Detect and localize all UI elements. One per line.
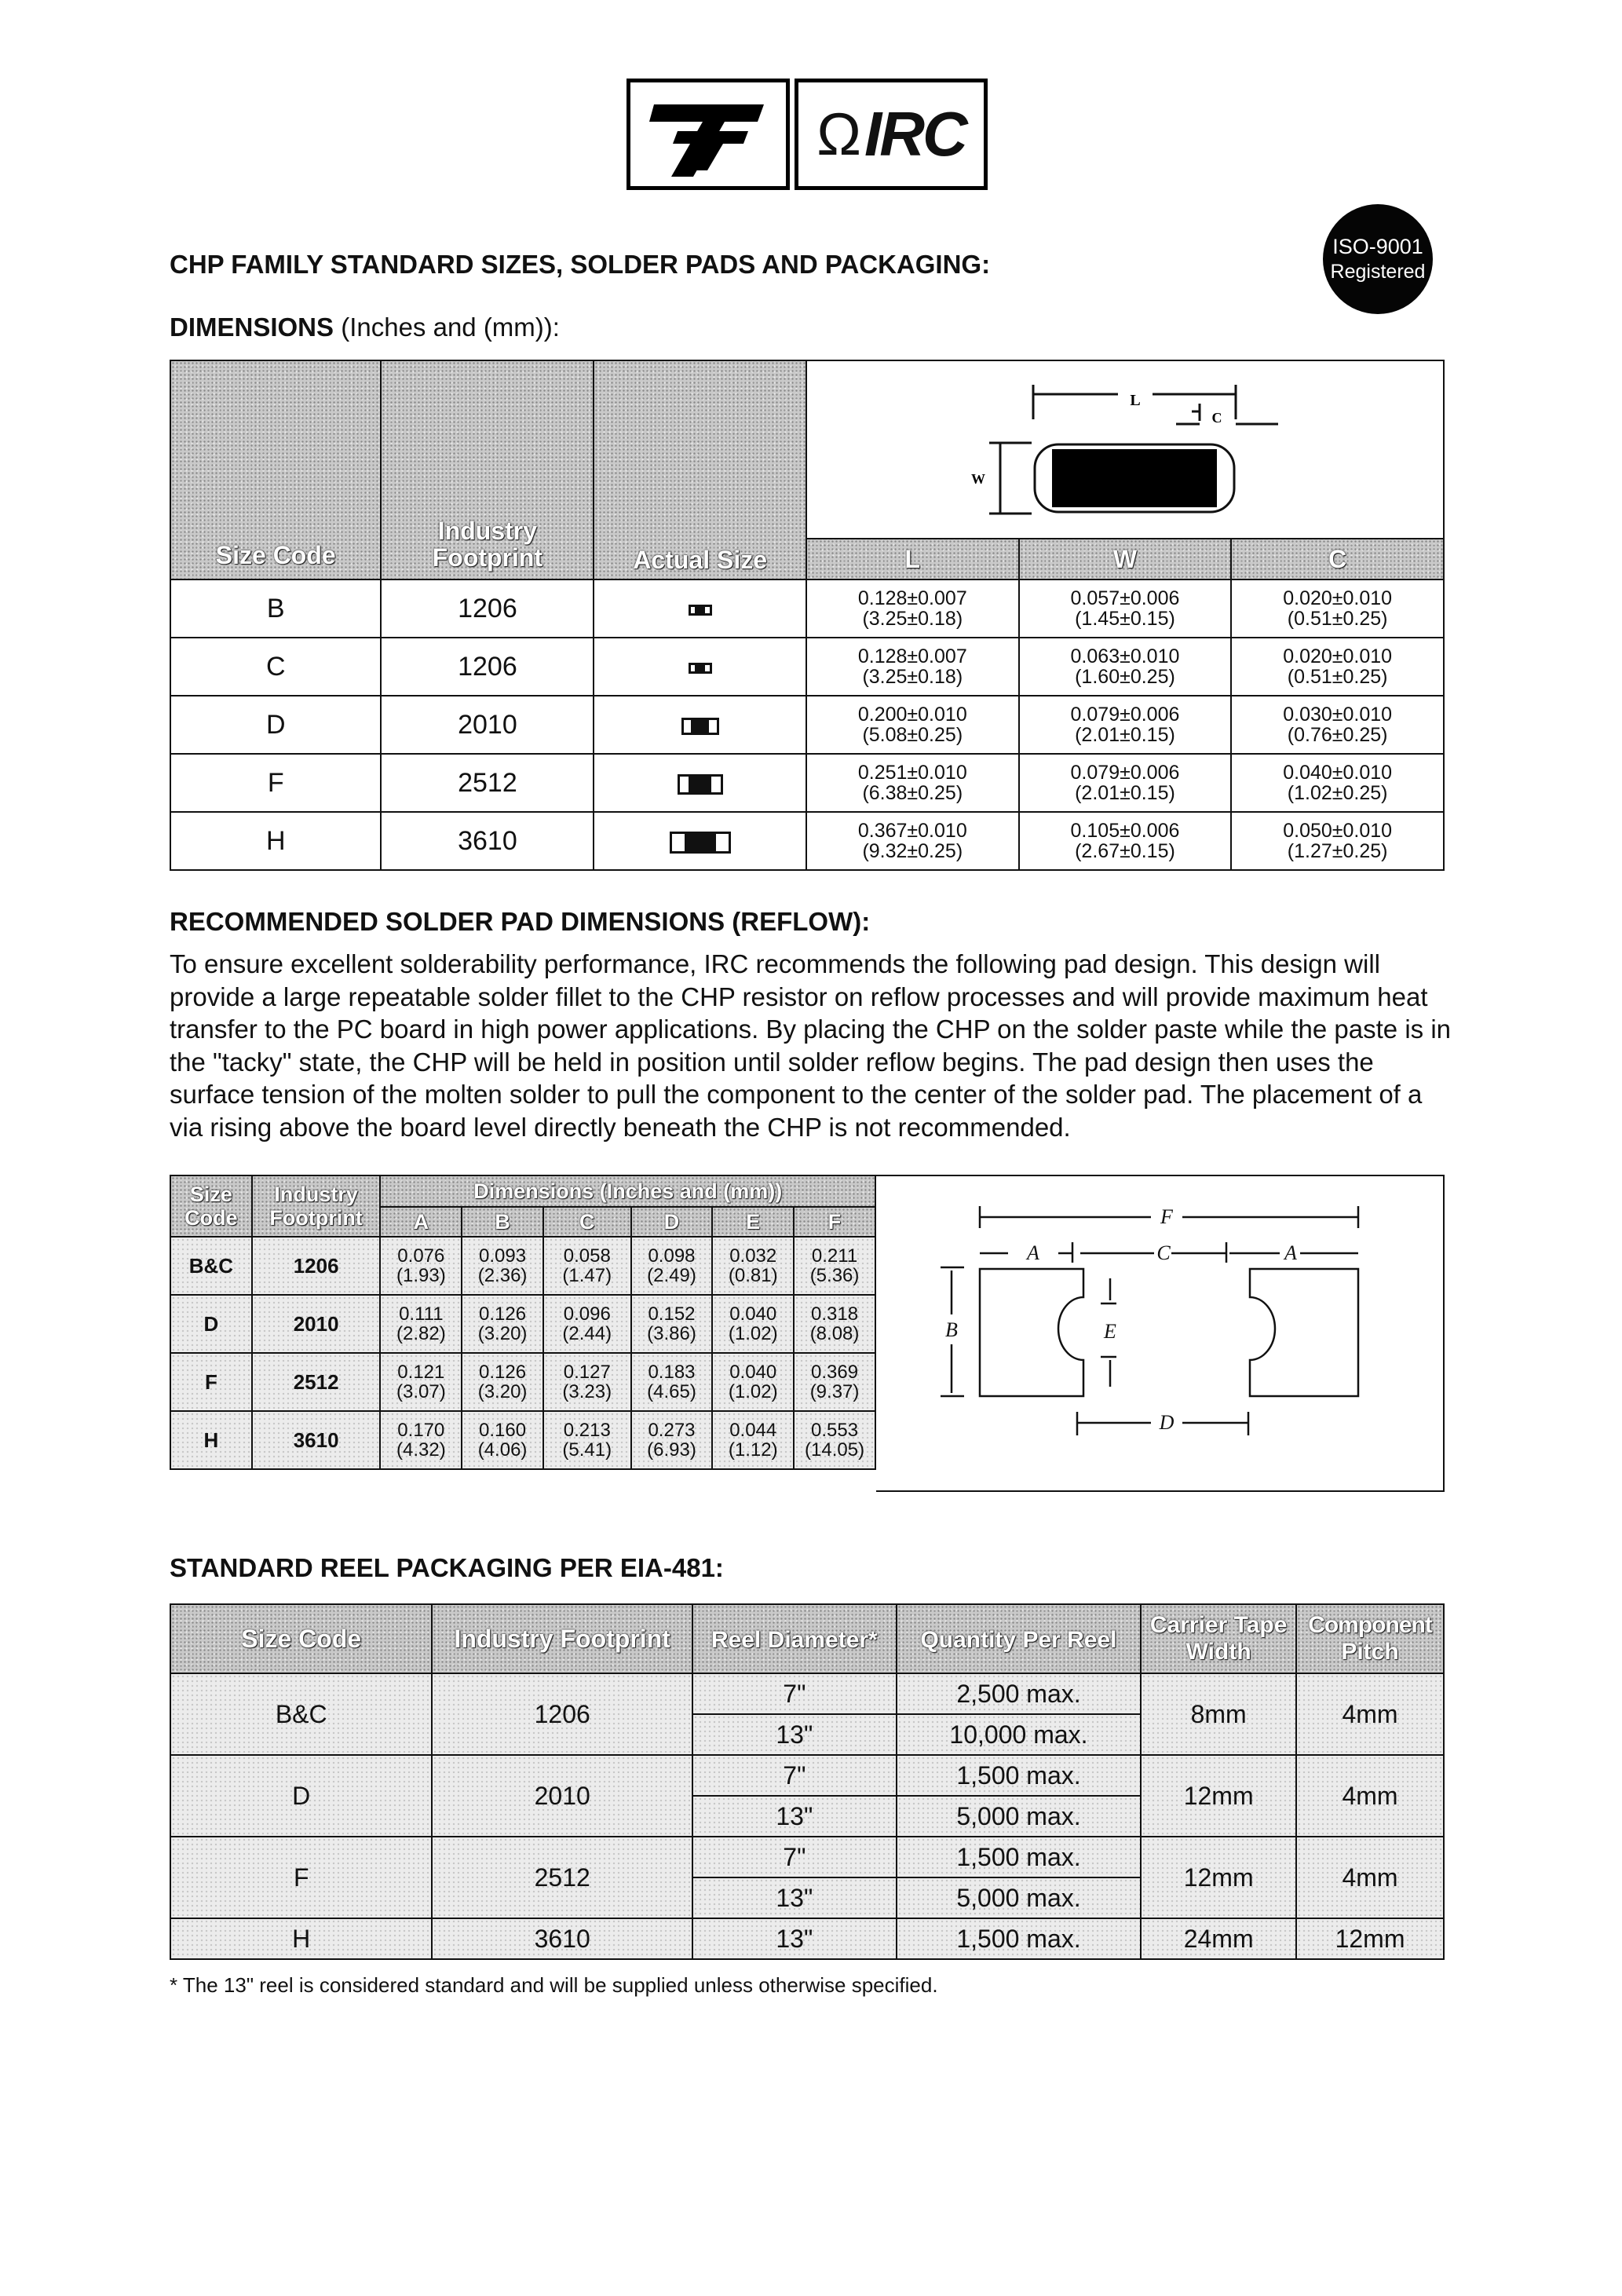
- irc-logo-mark: [795, 79, 988, 190]
- dimension-row: [170, 579, 1444, 638]
- reel-row: [170, 1837, 1444, 1877]
- pad-header-col-b: B: [462, 1207, 543, 1237]
- resistor-chip-icon: [681, 718, 719, 735]
- pad-value-cell: 0.213 (5.41): [543, 1411, 631, 1469]
- reel-footprint-cell: 2010: [432, 1755, 692, 1837]
- l-value-cell: 0.251±0.010 (6.38±0.25): [806, 754, 1019, 812]
- reel-diameter-cell: 13": [692, 1714, 897, 1755]
- pad-diagram-label-f: F: [1160, 1205, 1173, 1228]
- l-value-cell: 0.200±0.010 (5.08±0.25): [806, 696, 1019, 754]
- omega-glyph: Ω: [816, 101, 862, 168]
- actual-size-cell: [594, 696, 806, 754]
- reel-quantity-cell: 1,500 max.: [897, 1918, 1142, 1959]
- size-code-cell: B: [170, 579, 381, 638]
- solder-pad-paragraph: To ensure excellent solderability performance, IRC recommends the following pad design. This design will provide a large repeatable solder fillet to the CHP resistor on reflow processes and will provide maximum heat transfer to the PC board in high power applications. By placing the CHP on the solder paste while the paste is in the "tacky" state, the CHP will be held in position until solder reflow begins. The pad design then uses the surface tension of the molten solder to pull the component to the center of the solder pad. The placement of a via rising above the board level directly beneath the CHP is not recommended.: [170, 949, 1452, 1142]
- resistor-chip-icon: [689, 663, 712, 674]
- dimension-row: [170, 638, 1444, 696]
- actual-size-cell: [594, 812, 806, 870]
- reel-header-footprint: Industry Footprint: [432, 1604, 692, 1673]
- solder-pad-diagram: [876, 1176, 1443, 1490]
- pad-diagram-label-e: E: [1104, 1320, 1116, 1343]
- dimension-row: [170, 696, 1444, 754]
- header-actual-size: Actual Size: [594, 360, 806, 579]
- reel-header-quantity: Quantity Per Reel: [897, 1604, 1142, 1673]
- reel-tape-width-cell: 12mm: [1141, 1755, 1296, 1837]
- header-l: L: [806, 539, 1019, 579]
- size-code-cell: D: [170, 696, 381, 754]
- actual-size-cell: [594, 638, 806, 696]
- reel-pitch-cell: 4mm: [1296, 1837, 1444, 1918]
- reel-heading: STANDARD REEL PACKAGING PER EIA-481:: [170, 1553, 724, 1582]
- resistor-chip-icon: [678, 774, 723, 795]
- page-title: CHP FAMILY STANDARD SIZES, SOLDER PADS AND PACKAGING:: [170, 250, 991, 279]
- reel-footprint-cell: 1206: [432, 1673, 692, 1755]
- pad-value-cell: 0.093 (2.36): [462, 1237, 543, 1295]
- reel-row: [170, 1755, 1444, 1796]
- pad-header-size-code: Size Code: [170, 1175, 252, 1237]
- reel-diameter-cell: 7": [692, 1837, 897, 1877]
- pad-value-cell: 0.098 (2.49): [631, 1237, 713, 1295]
- pad-header-dimensions: Dimensions (Inches and (mm)): [380, 1175, 875, 1207]
- reel-tape-width-cell: 24mm: [1141, 1918, 1296, 1959]
- pad-value-cell: 0.183 (4.65): [631, 1353, 713, 1411]
- pad-value-cell: 0.121 (3.07): [380, 1353, 462, 1411]
- pad-value-cell: 0.076 (1.93): [380, 1237, 462, 1295]
- pad-diagram-label-a1: A: [1027, 1241, 1039, 1264]
- pad-value-cell: 0.044 (1.12): [712, 1411, 794, 1469]
- pad-footprint-cell: 3610: [252, 1411, 381, 1469]
- c-value-cell: 0.030±0.010 (0.76±0.25): [1231, 696, 1444, 754]
- pad-row: [170, 1353, 875, 1411]
- solder-pad-table: [170, 1175, 876, 1470]
- actual-size-cell: [594, 579, 806, 638]
- footprint-cell: 1206: [381, 638, 594, 696]
- pad-row: [170, 1237, 875, 1295]
- pad-header-col-a: A: [380, 1207, 462, 1237]
- resistor-diagram-cell: [806, 360, 1444, 539]
- size-code-cell: F: [170, 754, 381, 812]
- irc-logo-text: IRC: [864, 99, 966, 169]
- w-value-cell: 0.079±0.006 (2.01±0.15): [1019, 696, 1232, 754]
- reel-size-code-cell: D: [170, 1755, 432, 1837]
- pad-row: [170, 1411, 875, 1469]
- reel-size-code-cell: F: [170, 1837, 432, 1918]
- reel-pitch-cell: 12mm: [1296, 1918, 1444, 1959]
- l-value-cell: 0.128±0.007 (3.25±0.18): [806, 638, 1019, 696]
- reel-footprint-cell: 2512: [432, 1837, 692, 1918]
- pad-value-cell: 0.127 (3.23): [543, 1353, 631, 1411]
- pad-header-col-f: F: [794, 1207, 875, 1237]
- pad-diagram-box: [876, 1175, 1445, 1492]
- reel-header-size-code: Size Code: [170, 1604, 432, 1673]
- pad-footprint-cell: 2512: [252, 1353, 381, 1411]
- reel-diameter-cell: 7": [692, 1755, 897, 1796]
- pad-size-code-cell: D: [170, 1295, 252, 1353]
- diagram-label-w: W: [970, 471, 985, 487]
- reel-quantity-cell: 1,500 max.: [897, 1837, 1142, 1877]
- header-industry-footprint: Industry Footprint: [381, 360, 594, 579]
- solder-pad-heading: RECOMMENDED SOLDER PAD DIMENSIONS (REFLOW):: [170, 907, 871, 936]
- pad-value-cell: 0.058 (1.47): [543, 1237, 631, 1295]
- reel-footprint-cell: 3610: [432, 1918, 692, 1959]
- pad-footprint-cell: 1206: [252, 1237, 381, 1295]
- diagram-label-l: L: [1130, 392, 1141, 409]
- reel-diameter-cell: 7": [692, 1673, 897, 1714]
- resistor-chip-icon: [689, 605, 712, 616]
- pad-header-col-e: E: [712, 1207, 794, 1237]
- pad-value-cell: 0.096 (2.44): [543, 1295, 631, 1353]
- dimension-row: [170, 812, 1444, 870]
- reel-quantity-cell: 5,000 max.: [897, 1796, 1142, 1837]
- pad-header-footprint: Industry Footprint: [252, 1175, 381, 1237]
- reel-quantity-cell: 1,500 max.: [897, 1755, 1142, 1796]
- pad-diagram-label-a2: A: [1284, 1241, 1297, 1264]
- w-value-cell: 0.057±0.006 (1.45±0.15): [1019, 579, 1232, 638]
- reel-pitch-cell: 4mm: [1296, 1673, 1444, 1755]
- company-logo: [627, 79, 988, 190]
- pad-value-cell: 0.040 (1.02): [712, 1353, 794, 1411]
- reel-pitch-cell: 4mm: [1296, 1755, 1444, 1837]
- pad-value-cell: 0.211 (5.36): [794, 1237, 875, 1295]
- pad-value-cell: 0.032 (0.81): [712, 1237, 794, 1295]
- pad-row: [170, 1295, 875, 1353]
- footprint-cell: 1206: [381, 579, 594, 638]
- footprint-cell: 2512: [381, 754, 594, 812]
- pad-value-cell: 0.369 (9.37): [794, 1353, 875, 1411]
- diagram-label-c: C: [1211, 410, 1222, 426]
- footprint-cell: 3610: [381, 812, 594, 870]
- pad-value-cell: 0.126 (3.20): [462, 1295, 543, 1353]
- pad-diagram-label-b: B: [945, 1318, 958, 1341]
- reel-tape-width-cell: 12mm: [1141, 1837, 1296, 1918]
- reel-diameter-cell: 13": [692, 1918, 897, 1959]
- header-size-code: Size Code: [170, 360, 381, 579]
- dimensions-heading: [170, 313, 560, 342]
- reel-quantity-cell: 5,000 max.: [897, 1877, 1142, 1918]
- dimension-row: [170, 754, 1444, 812]
- reel-header-tape-width: Carrier Tape Width: [1141, 1604, 1296, 1673]
- reel-header-pitch: Component Pitch: [1296, 1604, 1444, 1673]
- iso-badge-line1: ISO-9001: [1332, 235, 1423, 258]
- reel-quantity-cell: 10,000 max.: [897, 1714, 1142, 1755]
- reel-row: [170, 1918, 1444, 1959]
- header-w: W: [1019, 539, 1232, 579]
- pad-size-code-cell: H: [170, 1411, 252, 1469]
- dimensions-heading-bold: DIMENSIONS: [170, 313, 334, 342]
- pad-footprint-cell: 2010: [252, 1295, 381, 1353]
- tt-logo-mark: [627, 79, 790, 190]
- size-code-cell: H: [170, 812, 381, 870]
- pad-value-cell: 0.152 (3.86): [631, 1295, 713, 1353]
- l-value-cell: 0.367±0.010 (9.32±0.25): [806, 812, 1019, 870]
- pad-value-cell: 0.553 (14.05): [794, 1411, 875, 1469]
- pad-size-code-cell: F: [170, 1353, 252, 1411]
- pad-value-cell: 0.273 (6.93): [631, 1411, 713, 1469]
- reel-row: [170, 1673, 1444, 1714]
- pad-header-col-d: D: [631, 1207, 713, 1237]
- pad-value-cell: 0.040 (1.02): [712, 1295, 794, 1353]
- pad-value-cell: 0.111 (2.82): [380, 1295, 462, 1353]
- pad-value-cell: 0.170 (4.32): [380, 1411, 462, 1469]
- reel-diameter-cell: 13": [692, 1877, 897, 1918]
- w-value-cell: 0.105±0.006 (2.67±0.15): [1019, 812, 1232, 870]
- iso-badge-line2: Registered: [1330, 261, 1426, 283]
- reel-packaging-table: [170, 1603, 1445, 1960]
- reel-tape-width-cell: 8mm: [1141, 1673, 1296, 1755]
- pad-value-cell: 0.126 (3.20): [462, 1353, 543, 1411]
- header-c: C: [1231, 539, 1444, 579]
- pad-value-cell: 0.160 (4.06): [462, 1411, 543, 1469]
- w-value-cell: 0.079±0.006 (2.01±0.15): [1019, 754, 1232, 812]
- l-value-cell: 0.128±0.007 (3.25±0.18): [806, 579, 1019, 638]
- reel-quantity-cell: 2,500 max.: [897, 1673, 1142, 1714]
- footprint-cell: 2010: [381, 696, 594, 754]
- dimensions-table: [170, 360, 1445, 871]
- pad-value-cell: 0.318 (8.08): [794, 1295, 875, 1353]
- c-value-cell: 0.020±0.010 (0.51±0.25): [1231, 638, 1444, 696]
- size-code-cell: C: [170, 638, 381, 696]
- reel-size-code-cell: B&C: [170, 1673, 432, 1755]
- actual-size-cell: [594, 754, 806, 812]
- pad-diagram-label-d: D: [1159, 1411, 1174, 1434]
- pad-size-code-cell: B&C: [170, 1237, 252, 1295]
- reel-footnote: * The 13" reel is considered standard and will be supplied unless otherwise specified.: [170, 1973, 938, 1997]
- pad-header-col-c: C: [543, 1207, 631, 1237]
- c-value-cell: 0.020±0.010 (0.51±0.25): [1231, 579, 1444, 638]
- iso-badge: [1323, 204, 1433, 314]
- pad-diagram-label-c: C: [1156, 1241, 1171, 1264]
- reel-header-diameter: Reel Diameter*: [692, 1604, 897, 1673]
- resistor-dimension-diagram: [807, 361, 1443, 531]
- resistor-chip-icon: [670, 832, 731, 854]
- dimensions-heading-units: (Inches and (mm)):: [334, 313, 560, 342]
- c-value-cell: 0.040±0.010 (1.02±0.25): [1231, 754, 1444, 812]
- reel-diameter-cell: 13": [692, 1796, 897, 1837]
- w-value-cell: 0.063±0.010 (1.60±0.25): [1019, 638, 1232, 696]
- reel-size-code-cell: H: [170, 1918, 432, 1959]
- c-value-cell: 0.050±0.010 (1.27±0.25): [1231, 812, 1444, 870]
